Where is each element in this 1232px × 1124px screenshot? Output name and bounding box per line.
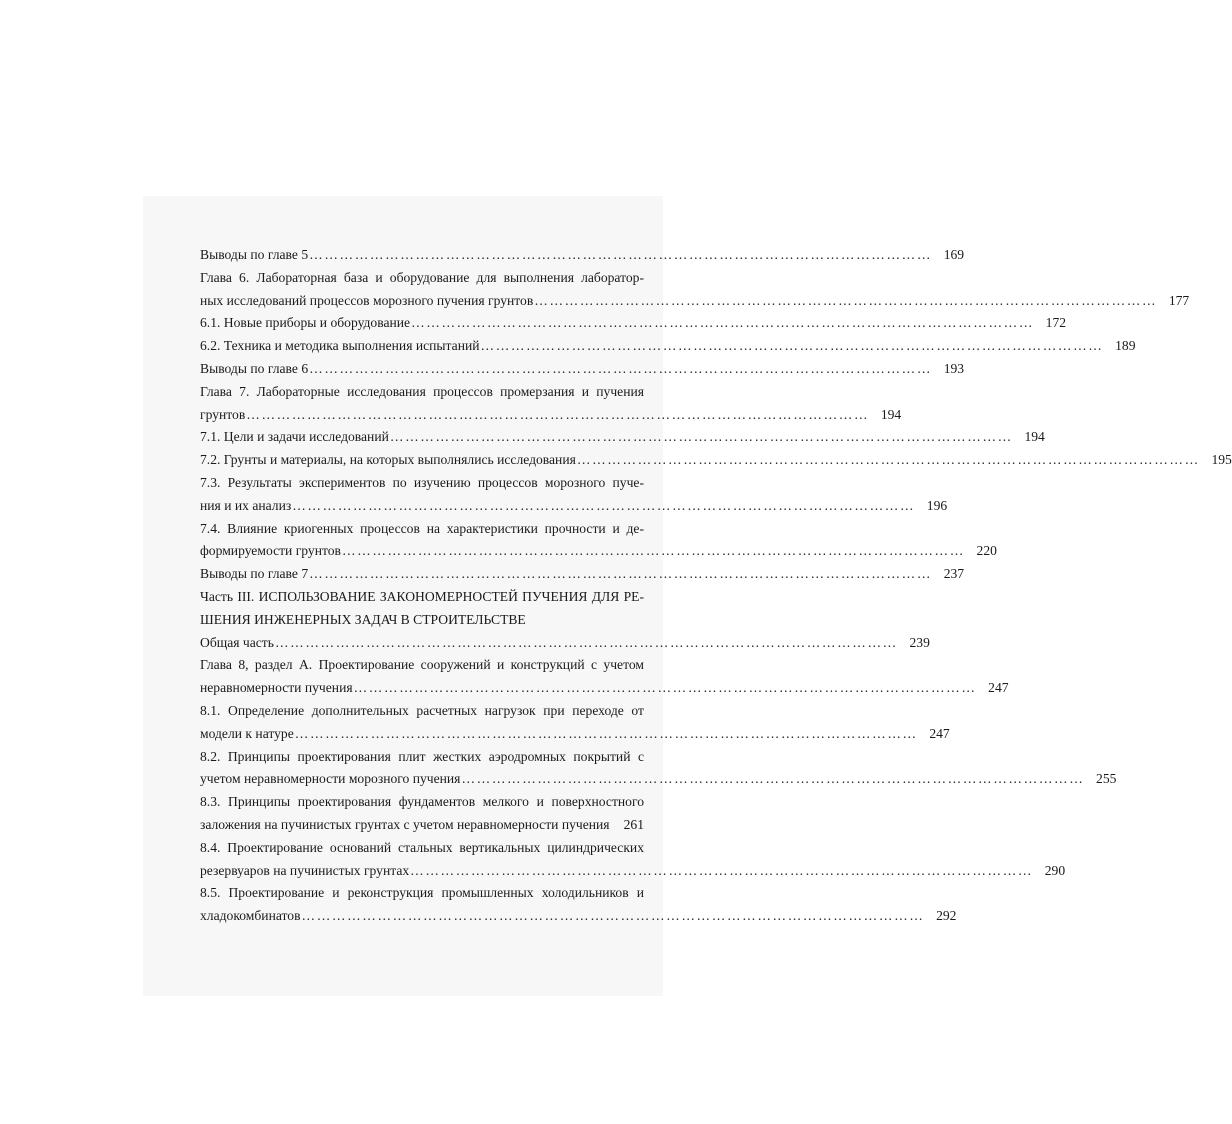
toc-page-number: 195 xyxy=(1211,452,1232,468)
toc-page-number: 237 xyxy=(943,566,965,582)
toc-page-number: 169 xyxy=(943,247,965,262)
toc-line xyxy=(200,654,644,677)
toc-line xyxy=(200,449,1232,472)
dot-leader: …………………………………………………………………………………………………………… xyxy=(309,360,933,376)
toc-page-number: 196 xyxy=(926,497,948,513)
toc-line xyxy=(200,882,644,905)
toc-page-number: 177 xyxy=(1168,292,1190,308)
dot-leader: …………………………………………………………………………………………………………… xyxy=(301,908,925,924)
dot-leader: …………………………………………………………………………………………………………… xyxy=(461,771,1085,787)
toc-entry-text: модели к натуре xyxy=(200,725,294,741)
dot-leader: …………………………………………………………………………………………………………… xyxy=(294,725,918,741)
toc-line xyxy=(200,723,950,746)
toc-line xyxy=(200,746,644,769)
toc-entry-text: 8.2. Принципы проектирования плит жестких аэродромных покрытий с xyxy=(200,748,644,764)
toc-entry-text: заложения на пучинистых грунтах с учетом неравномерности пучения xyxy=(200,816,610,832)
toc-line xyxy=(200,358,965,381)
toc-page-number: 220 xyxy=(976,543,997,559)
dot-leader: …………………………………………………………………………………………………………… xyxy=(534,292,1158,308)
toc-entry-text: Часть III. ИСПОЛЬЗОВАНИЕ ЗАКОНОМЕРНОСТЕЙ ПУЧЕНИЯ ДЛЯ РЕ- xyxy=(200,588,644,604)
toc-page-number: 255 xyxy=(1096,771,1117,787)
toc-line xyxy=(200,700,644,723)
toc-line xyxy=(200,290,1190,313)
dot-leader: …………………………………………………………………………………………………………… xyxy=(411,315,1035,331)
toc-entry-text: ШЕНИЯ ИНЖЕНЕРНЫХ ЗАДАЧ В СТРОИТЕЛЬСТВЕ xyxy=(200,611,526,627)
dot-leader: …………………………………………………………………………………………………………… xyxy=(292,497,916,513)
toc-entry-text: Выводы по главе 7 xyxy=(200,566,309,582)
toc-entry-text: 6.1. Новые приборы и оборудование xyxy=(200,315,411,331)
toc-line xyxy=(200,814,644,837)
toc-line xyxy=(200,609,644,632)
toc-line xyxy=(200,586,644,609)
toc-line xyxy=(200,381,644,404)
toc-entry-text: ных исследований процессов морозного пучения грунтов xyxy=(200,292,534,308)
toc-line xyxy=(200,860,1066,883)
toc-entry-text: 7.1. Цели и задачи исследований xyxy=(200,429,389,445)
toc-entry-text: Глава 8, раздел А. Проектирование сооружений и конструкций с учетом xyxy=(200,657,644,673)
toc-page-number: 247 xyxy=(988,680,1009,696)
toc-entry-text: неравномерности пучения xyxy=(200,680,353,696)
dot-leader: …………………………………………………………………………………………………………… xyxy=(309,566,933,582)
toc-page-number: 261 xyxy=(623,816,644,832)
dot-leader: …………………………………………………………………………………………………………… xyxy=(274,634,898,650)
toc-line xyxy=(200,677,1009,700)
dot-leader: …………………………………………………………………………………………………………… xyxy=(353,680,977,696)
toc-entry-text: ния и их анализ xyxy=(200,497,292,513)
toc-line xyxy=(200,244,965,267)
toc-page-number: 193 xyxy=(943,360,965,376)
toc-entry-text: резервуаров на пучинистых грунтах xyxy=(200,862,410,878)
toc-entry-text: Выводы по главе 6 xyxy=(200,360,309,376)
toc-line xyxy=(200,472,644,495)
toc-page-number: 194 xyxy=(880,406,902,422)
toc-entry-text: грунтов xyxy=(200,406,246,422)
toc-page-number: 189 xyxy=(1115,338,1136,354)
toc-page-number: 194 xyxy=(1024,429,1045,445)
toc-line xyxy=(200,632,930,655)
toc-page-number: 290 xyxy=(1044,862,1066,878)
toc-line xyxy=(200,404,902,427)
toc-line xyxy=(200,837,644,860)
toc-entry-text: Глава 6. Лабораторная база и оборудование для выполнения лаборатор- xyxy=(200,269,644,285)
toc-entry-text: Глава 7. Лабораторные исследования процессов промерзания и пучения xyxy=(200,383,644,399)
toc-line xyxy=(200,312,1067,335)
toc-page-number: 292 xyxy=(936,908,957,924)
toc-line xyxy=(200,540,997,563)
toc-entry-text: 8.1. Определение дополнительных расчетных нагрузок при переходе от xyxy=(200,702,644,718)
toc-entry-text: 7.4. Влияние криогенных процессов на характеристики прочности и де- xyxy=(200,520,644,536)
dot-leader: …………………………………………………………………………………………………………… xyxy=(410,862,1034,878)
toc-entry-text: Выводы по главе 5 xyxy=(200,247,309,262)
toc-entry-text: хладокомбинатов xyxy=(200,908,301,924)
dot-leader: …………………………………………………………………………………………………………… xyxy=(341,543,965,559)
toc-page-number: 239 xyxy=(909,634,930,650)
toc-entry-text: 7.2. Грунты и материалы, на которых выполнялись исследования xyxy=(200,452,576,468)
dot-leader: …………………………………………………………………………………………………………… xyxy=(389,429,1013,445)
dot-leader: …………………………………………………………………………………………………………… xyxy=(309,247,933,262)
toc-entry-text: учетом неравномерности морозного пучения xyxy=(200,771,461,787)
toc-entry-text: 8.4. Проектирование оснований стальных вертикальных цилиндрических xyxy=(200,839,644,855)
toc-line xyxy=(200,267,644,290)
toc-page-number: 247 xyxy=(929,725,950,741)
toc-line xyxy=(200,518,644,541)
toc-line xyxy=(200,426,1045,449)
dot-leader: …………………………………………………………………………………………………………… xyxy=(576,452,1200,468)
toc-entry-text: Общая часть xyxy=(200,634,274,650)
toc-entry-text: формируемости грунтов xyxy=(200,543,341,559)
toc-line xyxy=(200,905,957,928)
toc-entry-text: 8.3. Принципы проектирования фундаментов мелкого и поверхностного xyxy=(200,794,644,810)
toc-line xyxy=(200,791,644,814)
toc-entry-text: 8.5. Проектирование и реконструкция промышленных холодильников и xyxy=(200,885,644,901)
toc-entry-text: 6.2. Техника и методика выполнения испытаний xyxy=(200,338,480,354)
toc-line xyxy=(200,335,1136,358)
dot-leader xyxy=(611,814,612,837)
toc-page-number: 172 xyxy=(1045,315,1067,331)
toc-line xyxy=(200,495,948,518)
dot-leader: …………………………………………………………………………………………………………… xyxy=(246,406,870,422)
dot-leader: …………………………………………………………………………………………………………… xyxy=(480,338,1104,354)
toc-line xyxy=(200,563,965,586)
toc-entry-text: 7.3. Результаты экспериментов по изучению процессов морозного пуче- xyxy=(200,474,644,490)
toc-line xyxy=(200,768,1117,791)
table-of-contents xyxy=(200,244,1232,928)
